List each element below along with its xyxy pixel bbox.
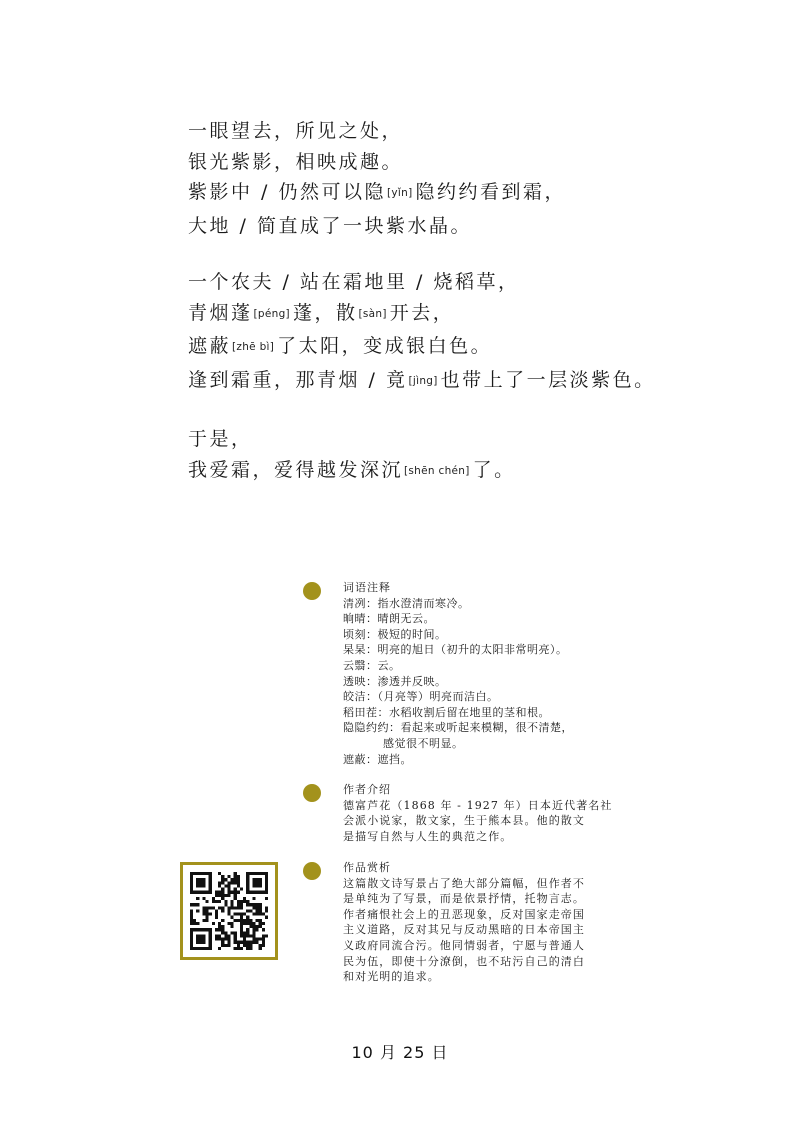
page-date: 10 月 25 日 (351, 1043, 449, 1062)
paragraph-line: 主义道路，反对其兄与反动黑暗的日本帝国主 (343, 923, 585, 937)
paragraph-line: 会派小说家，散文家，生于熊本县。他的散文 (343, 814, 585, 828)
pinyin-annotation: [péng] (253, 307, 290, 320)
poem-text: 我爱霜，爱得越发深沉 (188, 458, 404, 481)
section-title: 作品赏析 (343, 861, 391, 874)
poem-text: 蓬，散 (292, 301, 358, 324)
poem-text: 隐约约看到霜， (415, 181, 566, 203)
poem-line: 银光紫影，相映成趣。 (188, 150, 404, 173)
pinyin-annotation: [zhē bì] (232, 341, 275, 353)
note-item: 透映：渗透并反映。 (343, 674, 447, 688)
vocab-section (303, 580, 633, 767)
qr-code-frame[interactable] (180, 862, 278, 960)
paragraph-line: 是单纯为了写景，而是依景抒情，托物言志。 (343, 892, 585, 906)
poem-line (188, 177, 788, 211)
note-item: 稻田茬：水稻收割后留在地里的茎和根。 (343, 705, 550, 719)
note-item: 顷刻：极短的时间。 (343, 627, 447, 641)
pinyin-annotation: [sàn] (358, 307, 387, 320)
poem-text: 也带上了一层淡紫色。 (440, 368, 656, 391)
paragraph-line: 是描写自然与人生的典范之作。 (343, 829, 513, 843)
note-item: 遮蔽：遮挡。 (343, 752, 412, 766)
note-item: 清冽：指水澄清而寒冷。 (343, 596, 470, 610)
pinyin-annotation: [shēn chén] (404, 464, 470, 477)
paragraph-line: 这篇散文诗写景占了绝大部分篇幅，但作者不 (343, 876, 585, 890)
poem-text: 了。 (472, 458, 516, 481)
stanza-3 (188, 424, 788, 488)
poem-line (188, 298, 788, 332)
note-item: 晌晴：晴朗无云。 (343, 612, 435, 626)
olive-dot-icon (303, 582, 321, 600)
stanza-1 (188, 116, 788, 241)
poem-line (188, 365, 788, 399)
poem-line (188, 331, 788, 365)
note-item: 杲杲：明亮的旭日（初升的太阳非常明亮）。 (343, 643, 568, 657)
poem-text: 了太阳，变成银白色。 (277, 335, 493, 357)
olive-dot-icon (303, 862, 321, 880)
poem-line: 于是， (188, 428, 253, 450)
note-item: 隐隐约约：看起来或听起来模糊，很不清楚， (343, 721, 573, 735)
appreciation-section (303, 860, 633, 985)
stanza-2 (188, 267, 788, 398)
poem-text: 遮蔽 (188, 335, 232, 357)
poem (188, 116, 788, 514)
note-item: 皎洁：（月亮等）明亮而洁白。 (343, 690, 499, 704)
paragraph-line: 德富芦花（1868 年 - 1927 年）日本近代著名社 (343, 798, 613, 812)
section-title: 词语注释 (343, 581, 391, 594)
pinyin-annotation: [yǐn] (386, 187, 413, 199)
poem-line: 一眼望去，所见之处， (188, 120, 404, 142)
qr-code-icon (190, 872, 268, 950)
poem-text: 青烟蓬 (188, 301, 253, 324)
paragraph-line: 作者痛恨社会上的丑恶现象，反对国家走帝国 (343, 907, 585, 921)
author-section (303, 782, 633, 844)
paragraph-line: 民为伍，即使十分潦倒，也不玷污自己的清白 (343, 954, 585, 968)
note-item: 感觉很不明显。 (383, 736, 464, 750)
poem-text: 紫影中 / 仍然可以隐 (188, 181, 386, 203)
poem-text: 逢到霜重，那青烟 / 竟 (188, 368, 408, 391)
poem-line: 大地 / 简直成了一块紫水晶。 (188, 214, 472, 237)
section-title: 作者介绍 (343, 783, 391, 796)
poem-line: 一个农夫 / 站在霜地里 / 烧稻草， (188, 271, 520, 293)
note-item: 云翳：云。 (343, 658, 401, 672)
olive-dot-icon (303, 784, 321, 802)
poem-text: 开去， (389, 301, 455, 324)
pinyin-annotation: [jìng] (408, 374, 438, 387)
paragraph-line: 义政府同流合污。他同情弱者，宁愿与普通人 (343, 938, 585, 952)
poem-line (188, 455, 788, 489)
paragraph-line: 和对光明的追求。 (343, 970, 440, 984)
